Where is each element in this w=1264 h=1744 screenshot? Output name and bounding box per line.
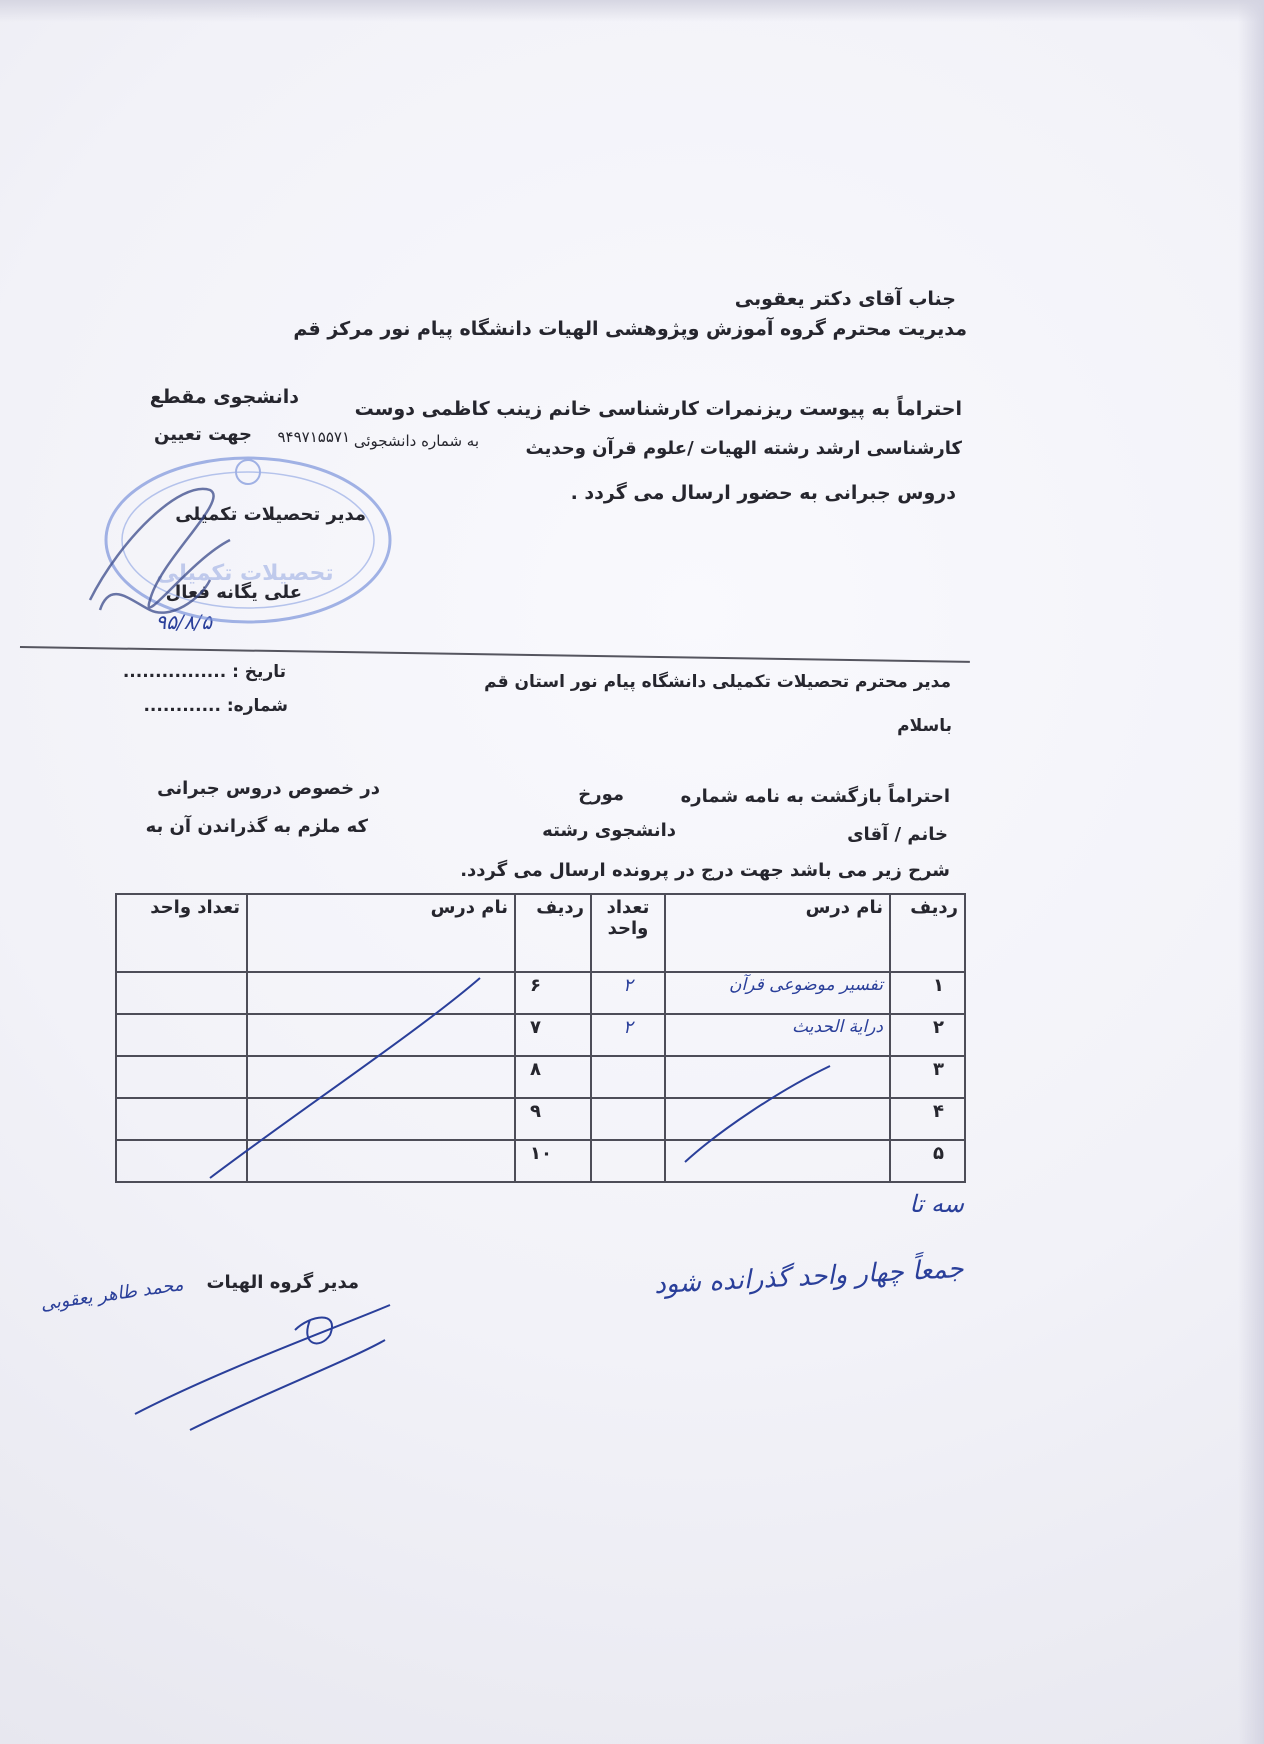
row-number-cell: ۲	[890, 1014, 965, 1056]
course-units-cell	[116, 1014, 247, 1056]
salutation-line: جناب آقای دکتر یعقوبی	[734, 288, 956, 310]
course-name-cell	[247, 1056, 515, 1098]
header-row-number-2: ردیف	[515, 894, 591, 972]
reply-line-1-part-2: مورخ	[578, 784, 624, 805]
course-name-cell	[665, 1140, 890, 1182]
addressee-line: مدیریت محترم گروه آموزش وپژوهشی الهیات دانشگاه پیام نور مرکز قم	[293, 318, 967, 340]
compensatory-courses-table	[115, 893, 966, 1183]
row-number-cell: ۷	[515, 1014, 591, 1056]
letter-line-1-part-2: دانشجوی مقطع	[149, 386, 299, 408]
letter-line-1-part-1: احتراماً به پیوست ریزنمرات کارشناسی خانم زینب کاظمی دوست	[354, 398, 962, 420]
row-number-cell: ۱	[890, 972, 965, 1014]
scan-top-edge	[0, 0, 1264, 22]
handwritten-note-line-1: سه تا	[909, 1190, 964, 1218]
sender-name: علی یگانه فعال	[165, 582, 302, 603]
course-units-cell	[591, 1140, 665, 1182]
student-number: ۹۴۹۷۱۵۵۷۱	[277, 428, 350, 446]
header-row-number-1: ردیف	[890, 894, 965, 972]
reply-line-2-part-2: دانشجوی رشته	[542, 820, 676, 841]
section-divider	[20, 646, 970, 663]
course-name-cell	[247, 1098, 515, 1140]
date-field-label: تاریخ : ................	[122, 662, 286, 682]
reply-line-3: شرح زیر می باشد جهت درج در پرونده ارسال می گردد.	[460, 860, 950, 881]
table-row	[116, 1098, 965, 1140]
header-units-1: تعداد واحد	[591, 894, 665, 972]
row-number-cell: ۵	[890, 1140, 965, 1182]
group-manager-label: مدیر گروه الهیات	[206, 1272, 359, 1293]
table-row	[116, 972, 965, 1014]
row-number-cell: ۳	[890, 1056, 965, 1098]
course-units-cell	[116, 972, 247, 1014]
letter-line-2-part-2: به شماره دانشجوئی	[353, 432, 479, 450]
handwritten-note-line-2: جمعاً چهار واحد گذرانده شود	[653, 1253, 965, 1301]
course-units-cell	[591, 1056, 665, 1098]
group-manager-handwritten-name: محمد طاهر یعقوبی	[39, 1274, 185, 1315]
group-manager-signature	[135, 1305, 390, 1430]
course-name-cell	[247, 1140, 515, 1182]
reply-addressee: مدیر محترم تحصیلات تکمیلی دانشگاه پیام نور استان قم	[484, 672, 951, 692]
signature-date: ۹۵/۸/۵	[155, 610, 212, 634]
letter-line-2-part-1: کارشناسی ارشد رشته الهیات /علوم قرآن وحدیث	[525, 438, 962, 459]
course-units-cell	[116, 1056, 247, 1098]
course-units-cell: ۲	[591, 972, 665, 1014]
table-header-row	[116, 894, 965, 972]
course-name-cell: تفسیر موضوعی قرآن	[665, 972, 890, 1014]
letter-line-2-part-3: جهت تعیین	[154, 424, 252, 445]
course-name-cell: درایة الحدیث	[665, 1014, 890, 1056]
row-number-cell: ۱۰	[515, 1140, 591, 1182]
header-course-name-1: نام درس	[665, 894, 890, 972]
course-name-cell	[247, 1014, 515, 1056]
letter-line-3: دروس جبرانی به حضور ارسال می گردد .	[570, 482, 956, 504]
reply-line-2-part-1: خانم / آقای	[847, 824, 948, 845]
number-field-label: شماره: ............	[143, 696, 288, 716]
row-number-cell: ۸	[515, 1056, 591, 1098]
course-name-cell	[665, 1098, 890, 1140]
reply-greeting: باسلام	[897, 716, 952, 736]
scan-right-edge	[1238, 0, 1264, 1744]
course-name-cell	[247, 972, 515, 1014]
course-name-cell	[665, 1056, 890, 1098]
header-course-name-2: نام درس	[247, 894, 515, 972]
course-units-cell	[116, 1098, 247, 1140]
sender-title: مدیر تحصیلات تکمیلی	[175, 504, 366, 525]
table-row	[116, 1140, 965, 1182]
course-units-cell: ۲	[591, 1014, 665, 1056]
row-number-cell: ۹	[515, 1098, 591, 1140]
header-units-2: تعداد واحد	[116, 894, 247, 972]
table-row	[116, 1014, 965, 1056]
reply-line-2-part-3: که ملزم به گذراندن آن به	[145, 816, 368, 837]
stamp-text: تحصیلات تکمیلی	[156, 561, 334, 586]
course-units-cell	[591, 1098, 665, 1140]
row-number-cell: ۴	[890, 1098, 965, 1140]
reply-line-1-part-1: احتراماً بازگشت به نامه شماره	[680, 786, 950, 807]
course-units-cell	[116, 1140, 247, 1182]
row-number-cell: ۶	[515, 972, 591, 1014]
reply-line-1-part-3: در خصوص دروس جبرانی	[157, 778, 380, 799]
table-row	[116, 1056, 965, 1098]
